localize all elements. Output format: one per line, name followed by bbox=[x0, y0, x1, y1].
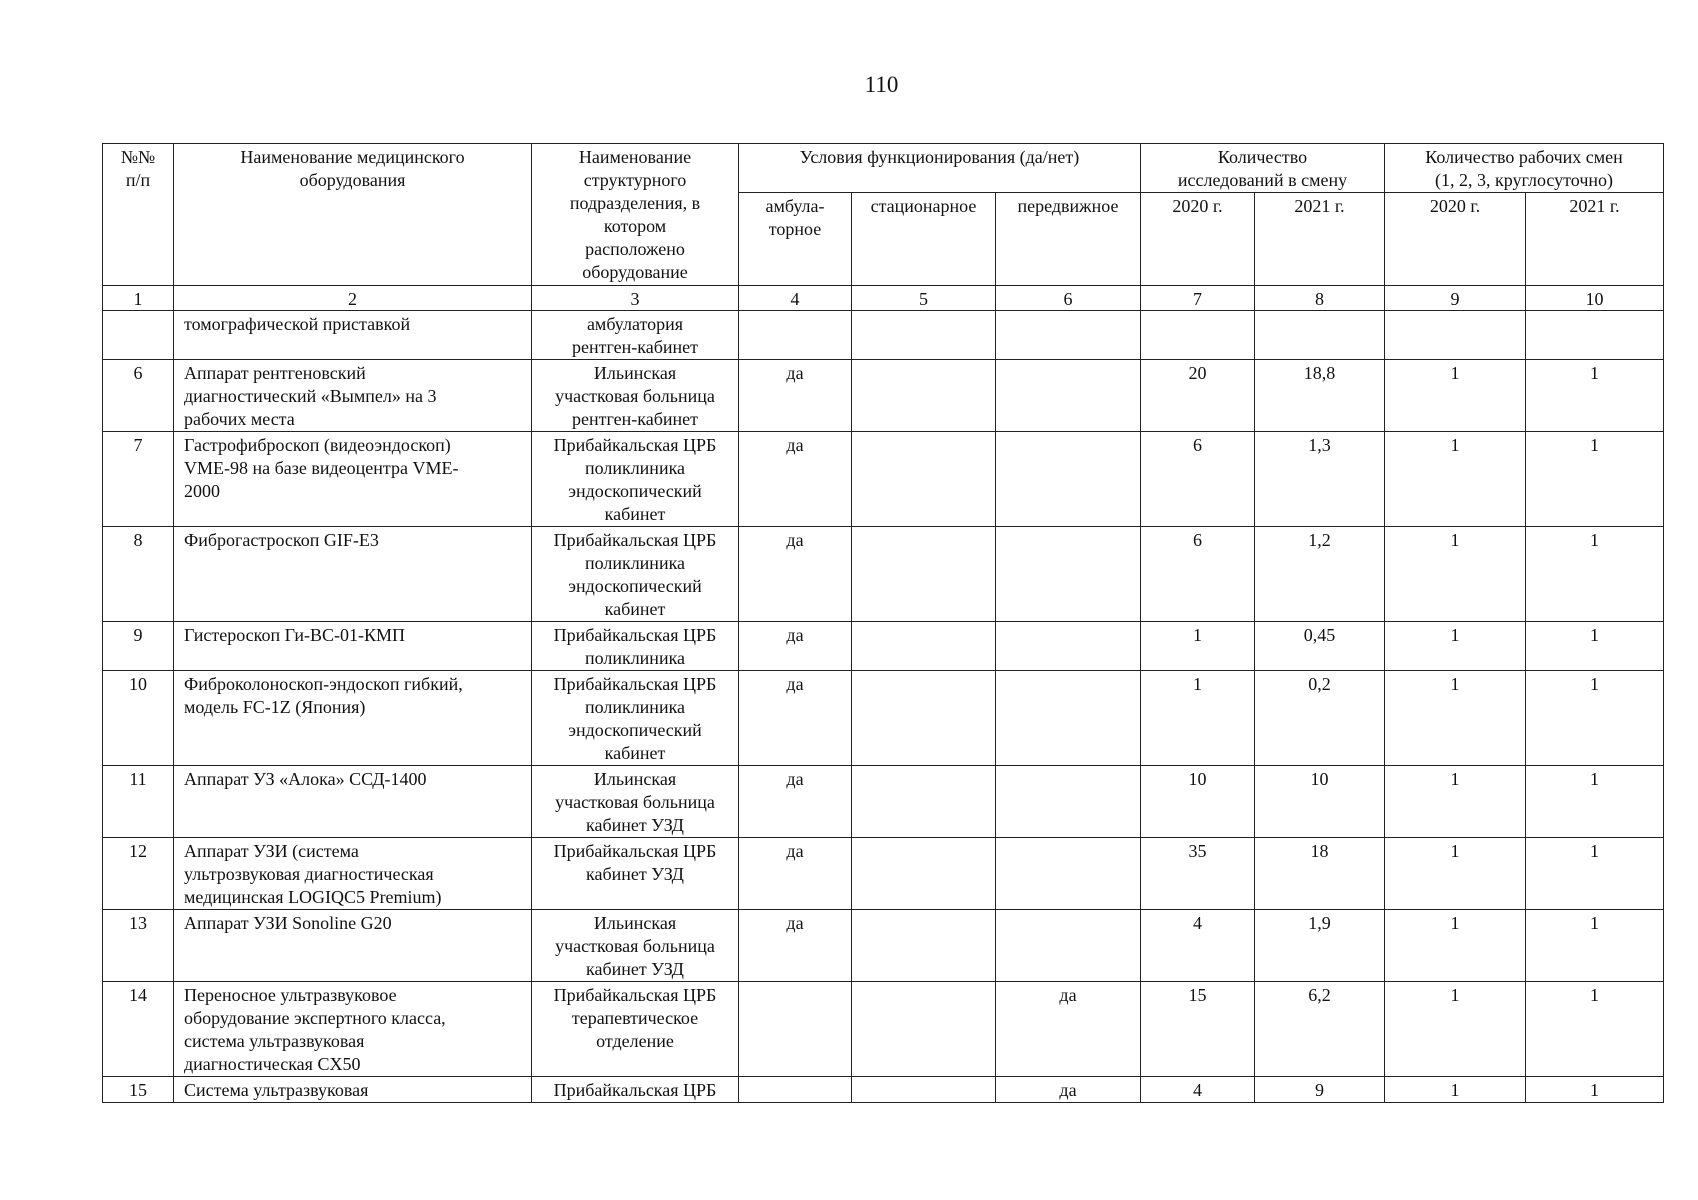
shifts-2020: 1 bbox=[1385, 982, 1526, 1077]
column-number: 2 bbox=[174, 286, 532, 311]
cond-stationary bbox=[852, 766, 996, 838]
studies-2020 bbox=[1141, 311, 1255, 360]
header-shifts: Количество рабочих смен (1, 2, 3, круглосуточно) bbox=[1385, 144, 1664, 193]
studies-2020: 20 bbox=[1141, 360, 1255, 432]
row-number: 8 bbox=[103, 527, 174, 622]
shifts-2020: 1 bbox=[1385, 432, 1526, 527]
shifts-2021: 1 bbox=[1526, 527, 1664, 622]
department: Ильинская участковая больница рентген-кабинет bbox=[532, 360, 739, 432]
shifts-2021: 1 bbox=[1526, 1077, 1664, 1103]
shifts-2021 bbox=[1526, 311, 1664, 360]
equipment-name: Аппарат УЗ «Алока» ССД-1400 bbox=[174, 766, 532, 838]
equipment-name: томографической приставкой bbox=[174, 311, 532, 360]
cond-ambulatory: да bbox=[739, 527, 852, 622]
row-number: 10 bbox=[103, 671, 174, 766]
department: Прибайкальская ЦРБ поликлиника эндоскопический кабинет bbox=[532, 527, 739, 622]
header-equipment-name: Наименование медицинского оборудования bbox=[174, 144, 532, 286]
studies-2020: 4 bbox=[1141, 910, 1255, 982]
cond-mobile bbox=[996, 910, 1141, 982]
studies-2020: 1 bbox=[1141, 671, 1255, 766]
cond-mobile bbox=[996, 671, 1141, 766]
cond-ambulatory: да bbox=[739, 360, 852, 432]
studies-2020: 4 bbox=[1141, 1077, 1255, 1103]
equipment-table bbox=[102, 143, 1664, 1103]
column-number: 6 bbox=[996, 286, 1141, 311]
header-conditions: Условия функционирования (да/нет) bbox=[739, 144, 1141, 193]
cond-ambulatory bbox=[739, 311, 852, 360]
equipment-name: Аппарат УЗИ Sonoline G20 bbox=[174, 910, 532, 982]
cond-ambulatory bbox=[739, 1077, 852, 1103]
column-number: 3 bbox=[532, 286, 739, 311]
studies-2021: 1,9 bbox=[1255, 910, 1385, 982]
row-number: 12 bbox=[103, 838, 174, 910]
cond-ambulatory: да bbox=[739, 838, 852, 910]
shifts-2021: 1 bbox=[1526, 622, 1664, 671]
row-number: 14 bbox=[103, 982, 174, 1077]
cond-ambulatory: да bbox=[739, 910, 852, 982]
studies-2021: 0,45 bbox=[1255, 622, 1385, 671]
table-row bbox=[103, 527, 1664, 622]
equipment-name: Аппарат УЗИ (система ультрозвуковая диагностическая медицинская LOGIQC5 Premium) bbox=[174, 838, 532, 910]
table-row bbox=[103, 982, 1664, 1077]
cond-mobile bbox=[996, 432, 1141, 527]
cond-stationary bbox=[852, 910, 996, 982]
shifts-2021: 1 bbox=[1526, 910, 1664, 982]
table-row bbox=[103, 671, 1664, 766]
table-row bbox=[103, 622, 1664, 671]
cond-stationary bbox=[852, 622, 996, 671]
shifts-2021: 1 bbox=[1526, 766, 1664, 838]
table-row bbox=[103, 360, 1664, 432]
table-row bbox=[103, 838, 1664, 910]
shifts-2021: 1 bbox=[1526, 360, 1664, 432]
table-row bbox=[103, 311, 1664, 360]
shifts-2020: 1 bbox=[1385, 527, 1526, 622]
shifts-2021: 1 bbox=[1526, 671, 1664, 766]
studies-2021: 0,2 bbox=[1255, 671, 1385, 766]
studies-2021: 18,8 bbox=[1255, 360, 1385, 432]
row-number: 15 bbox=[103, 1077, 174, 1103]
header-cond-ambulatory: амбула- торное bbox=[739, 193, 852, 286]
header-unit: Наименование структурного подразделения, в котором расположено оборудование bbox=[532, 144, 739, 286]
row-number: 11 bbox=[103, 766, 174, 838]
studies-2020: 15 bbox=[1141, 982, 1255, 1077]
equipment-name: Система ультразвуковая bbox=[174, 1077, 532, 1103]
cond-ambulatory bbox=[739, 982, 852, 1077]
studies-2020: 10 bbox=[1141, 766, 1255, 838]
column-number: 4 bbox=[739, 286, 852, 311]
studies-2020: 6 bbox=[1141, 527, 1255, 622]
studies-2021: 1,2 bbox=[1255, 527, 1385, 622]
header-cond-stationary: стационарное bbox=[852, 193, 996, 286]
studies-2021: 9 bbox=[1255, 1077, 1385, 1103]
cond-mobile bbox=[996, 311, 1141, 360]
studies-2021: 18 bbox=[1255, 838, 1385, 910]
header-studies-2021: 2021 г. bbox=[1255, 193, 1385, 286]
equipment-name: Гастрофиброскоп (видеоэндоскоп) VME-98 на базе видеоцентра VME- 2000 bbox=[174, 432, 532, 527]
shifts-2020: 1 bbox=[1385, 910, 1526, 982]
cond-stationary bbox=[852, 1077, 996, 1103]
equipment-name: Фиброгастроскоп GIF-E3 bbox=[174, 527, 532, 622]
department: Прибайкальская ЦРБ bbox=[532, 1077, 739, 1103]
shifts-2020: 1 bbox=[1385, 360, 1526, 432]
department: Ильинская участковая больница кабинет УЗД bbox=[532, 766, 739, 838]
table-row bbox=[103, 910, 1664, 982]
cond-ambulatory: да bbox=[739, 622, 852, 671]
studies-2021 bbox=[1255, 311, 1385, 360]
column-number-row bbox=[103, 286, 1664, 311]
shifts-2020: 1 bbox=[1385, 766, 1526, 838]
equipment-name: Аппарат рентгеновский диагностический «Вымпел» на 3 рабочих места bbox=[174, 360, 532, 432]
shifts-2021: 1 bbox=[1526, 838, 1664, 910]
cond-mobile: да bbox=[996, 1077, 1141, 1103]
studies-2020: 6 bbox=[1141, 432, 1255, 527]
department: Прибайкальская ЦРБ кабинет УЗД bbox=[532, 838, 739, 910]
header-row-1 bbox=[103, 144, 1664, 193]
cond-ambulatory: да bbox=[739, 671, 852, 766]
cond-mobile bbox=[996, 838, 1141, 910]
column-number: 7 bbox=[1141, 286, 1255, 311]
cond-stationary bbox=[852, 527, 996, 622]
row-number: 13 bbox=[103, 910, 174, 982]
row-number: 6 bbox=[103, 360, 174, 432]
shifts-2020: 1 bbox=[1385, 838, 1526, 910]
header-shifts-2021: 2021 г. bbox=[1526, 193, 1664, 286]
department: амбулатория рентген-кабинет bbox=[532, 311, 739, 360]
equipment-name: Гистероскоп Ги-ВС-01-КМП bbox=[174, 622, 532, 671]
column-number: 1 bbox=[103, 286, 174, 311]
table-row bbox=[103, 766, 1664, 838]
cond-mobile bbox=[996, 527, 1141, 622]
row-number: 7 bbox=[103, 432, 174, 527]
shifts-2020 bbox=[1385, 311, 1526, 360]
column-number: 9 bbox=[1385, 286, 1526, 311]
header-studies: Количество исследований в смену bbox=[1141, 144, 1385, 193]
department: Ильинская участковая больница кабинет УЗД bbox=[532, 910, 739, 982]
column-number: 8 bbox=[1255, 286, 1385, 311]
cond-stationary bbox=[852, 360, 996, 432]
equipment-name: Переносное ультразвуковое оборудование экспертного класса, система ультразвуковая диагностическая CX50 bbox=[174, 982, 532, 1077]
page-number: 110 bbox=[864, 72, 899, 97]
cond-stationary bbox=[852, 982, 996, 1077]
shifts-2021: 1 bbox=[1526, 982, 1664, 1077]
shifts-2020: 1 bbox=[1385, 671, 1526, 766]
column-number: 5 bbox=[852, 286, 996, 311]
studies-2021: 10 bbox=[1255, 766, 1385, 838]
row-number bbox=[103, 311, 174, 360]
row-number: 9 bbox=[103, 622, 174, 671]
shifts-2021: 1 bbox=[1526, 432, 1664, 527]
cond-stationary bbox=[852, 671, 996, 766]
cond-stationary bbox=[852, 311, 996, 360]
table-row bbox=[103, 432, 1664, 527]
header-studies-2020: 2020 г. bbox=[1141, 193, 1255, 286]
department: Прибайкальская ЦРБ поликлиника эндоскопический кабинет bbox=[532, 432, 739, 527]
cond-stationary bbox=[852, 432, 996, 527]
cond-mobile bbox=[996, 766, 1141, 838]
table-body bbox=[103, 311, 1664, 1103]
department: Прибайкальская ЦРБ терапевтическое отделение bbox=[532, 982, 739, 1077]
department: Прибайкальская ЦРБ поликлиника bbox=[532, 622, 739, 671]
header-cond-mobile: передвижное bbox=[996, 193, 1141, 286]
shifts-2020: 1 bbox=[1385, 1077, 1526, 1103]
cond-mobile bbox=[996, 360, 1141, 432]
header-num: №№ п/п bbox=[103, 144, 174, 286]
cond-ambulatory: да bbox=[739, 432, 852, 527]
cond-stationary bbox=[852, 838, 996, 910]
studies-2020: 1 bbox=[1141, 622, 1255, 671]
studies-2021: 6,2 bbox=[1255, 982, 1385, 1077]
cond-mobile bbox=[996, 622, 1141, 671]
column-number: 10 bbox=[1526, 286, 1664, 311]
equipment-name: Фиброколоноскоп-эндоскоп гибкий, модель FC-1Z (Япония) bbox=[174, 671, 532, 766]
header-shifts-2020: 2020 г. bbox=[1385, 193, 1526, 286]
cond-ambulatory: да bbox=[739, 766, 852, 838]
department: Прибайкальская ЦРБ поликлиника эндоскопический кабинет bbox=[532, 671, 739, 766]
shifts-2020: 1 bbox=[1385, 622, 1526, 671]
cond-mobile: да bbox=[996, 982, 1141, 1077]
studies-2021: 1,3 bbox=[1255, 432, 1385, 527]
studies-2020: 35 bbox=[1141, 838, 1255, 910]
table-row bbox=[103, 1077, 1664, 1103]
